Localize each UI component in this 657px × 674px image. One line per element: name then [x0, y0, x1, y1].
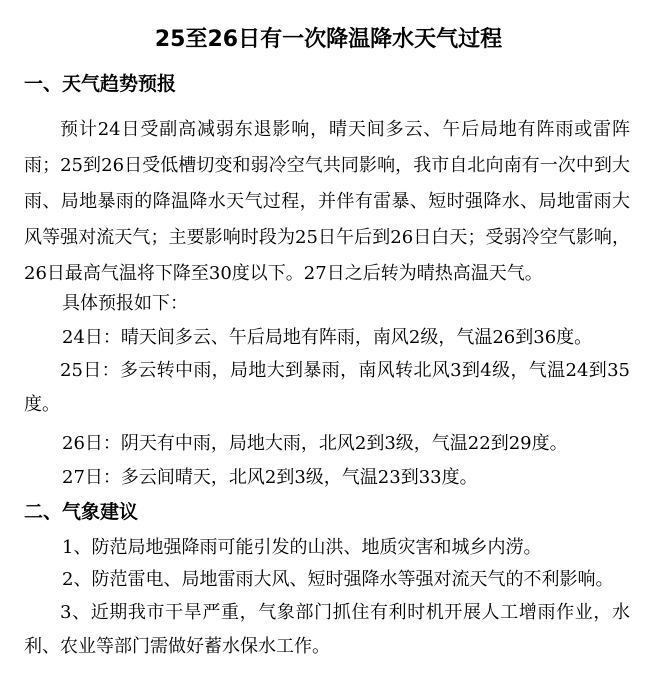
section-heading-forecast: 一、天气趋势预报: [24, 73, 177, 95]
forecast-day-26: 26日：阴天有中雨，局地大雨，北风2到3级，气温22到29度。: [62, 433, 568, 454]
forecast-day-24: 24日：晴天间多云、午后局地有阵雨，南风2级，气温26到36度。: [62, 327, 593, 348]
forecast-paragraph: 预计24日受副高减弱东退影响，晴天间多云、午后局地有阵雨或雷阵雨；25到26日受低槽切变和弱冷空气共同影响，我市自北向南有一次中到大雨、局地暴雨的降温降水天气过程，并伴有雷暴、短时强降水、局地雷雨大风等强对流天气；主要影响时段为25日午后到26日白天；受弱冷空气影响，26日最高气温将下降至30度以下。27日之后转为晴热高温天气。: [24, 119, 630, 284]
section-heading-advice: 二、气象建议: [24, 501, 139, 523]
forecast-day-25: 25日：多云转中雨，局地大到暴雨，南风转北风3到4级，气温24到35度。: [24, 360, 630, 415]
advice-item-3: 3、近期我市干旱严重，气象部门抓住有利时机开展人工增雨作业，水利、农业等部门需做好蓄水保水工作。: [24, 602, 630, 657]
advice-item-2: 2、防范雷电、局地雷雨大风、短时强降水等强对流天气的不利影响。: [62, 569, 614, 590]
document-title: 25至26日有一次降温降水天气过程: [154, 27, 503, 52]
details-intro: 具体预报如下：: [62, 293, 188, 314]
forecast-day-27: 27日：多云间晴天，北风2到3级，气温23到33度。: [62, 467, 478, 488]
advice-item-1: 1、防范局地强降雨可能引发的山洪、地质灾害和城乡内涝。: [62, 537, 542, 558]
